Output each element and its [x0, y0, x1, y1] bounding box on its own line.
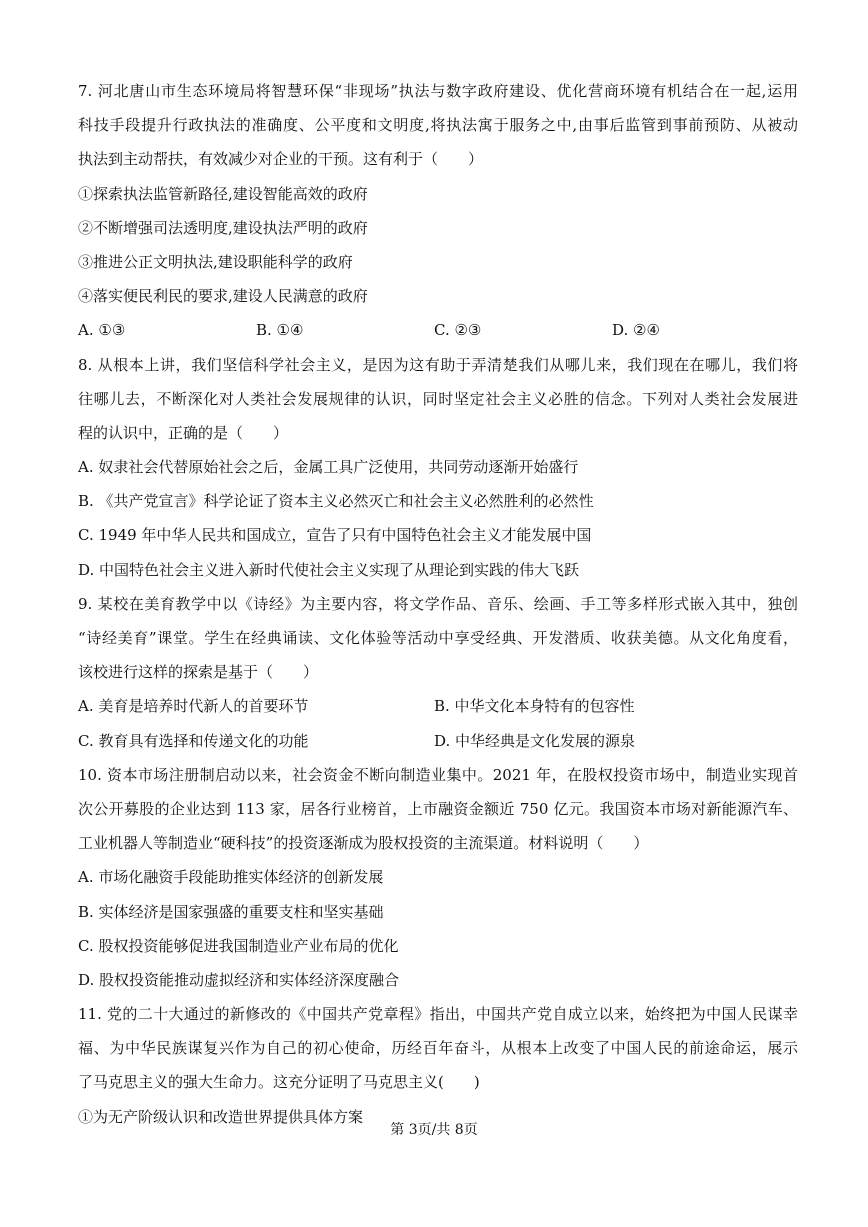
statement-item: ①为无产阶级认识和改造世界提供具体方案 — [78, 1107, 364, 1126]
question-stem-line: 9. 某校在美育教学中以《诗经》为主要内容，将文学作品、音乐、绘画、手工等多样形式嵌入其中，独创 — [78, 594, 798, 613]
question-stem-line: 该校进行这样的探索是基于（ ） — [78, 663, 319, 682]
option-a: A. 奴隶社会代替原始社会之后，金属工具广泛使用，共同劳动逐渐开始盛行 — [78, 458, 579, 477]
option-c: C. 教育具有选择和传递文化的功能 — [78, 731, 309, 750]
question-stem-line: 次公开募股的企业达到 113 家，居各行业榜首，上市融资金额近 750 亿元。我国资本市场对新能源汽车、 — [78, 799, 798, 818]
option-d: D. 中华经典是文化发展的源泉 — [434, 731, 636, 750]
answer-options — [78, 313, 798, 347]
statement-item: ②不断增强司法透明度,建设执法严明的政府 — [78, 218, 368, 237]
question-9 — [78, 587, 798, 758]
question-stem-line: “诗经美育”课堂。学生在经典诵读、文化体验等活动中享受经典、开发潜质、收获美德。从文化角度看， — [78, 629, 798, 647]
question-7 — [78, 74, 798, 348]
option-c: C. 股权投资能够促进我国制造业产业布局的优化 — [78, 936, 399, 955]
question-stem-line: 福、为中华民族谋复兴作为自己的初心使命，历经百年奋斗，从根本上改变了中国人民的前途命运，展示 — [78, 1039, 798, 1058]
question-stem-line: 工业机器人等制造业“硬科技”的投资逐渐成为股权投资的主流渠道。材料说明（ ） — [78, 834, 649, 853]
option-d: D. 中国特色社会主义进入新时代使社会主义实现了从理论到实践的伟大飞跃 — [78, 560, 580, 579]
option-c: C. ②③ — [434, 321, 482, 340]
option-a: A. ①③ — [78, 321, 126, 340]
question-stem-line: 科技手段提升行政执法的准确度、公平度和文明度,将执法寓于服务之中,由事后监管到事前预防、从被动 — [78, 116, 798, 135]
question-stem-line: 8. 从根本上讲，我们坚信科学社会主义，是因为这有助于弄清楚我们从哪儿来，我们现在在哪儿，我们将 — [78, 355, 798, 374]
option-b: B. ①④ — [256, 321, 304, 340]
question-stem-line: 了马克思主义的强大生命力。这充分证明了马克思主义( ) — [78, 1073, 480, 1092]
option-a: A. 美育是培养时代新人的首要环节 — [78, 697, 309, 716]
statement-item: ③推进公正文明执法,建设职能科学的政府 — [78, 252, 353, 271]
question-stem-line: 11. 党的二十大通过的新修改的《中国共产党章程》指出，中国共产党自成立以来，始终把为中国人民谋幸 — [78, 1005, 798, 1024]
option-b: B. 中华文化本身特有的包容性 — [434, 697, 635, 716]
question-stem-line: 程的认识中，正确的是（ ） — [78, 423, 289, 442]
question-10 — [78, 758, 798, 997]
answer-options-row — [78, 724, 798, 758]
question-stem-line: 7. 河北唐山市生态环境局将智慧环保“非现场”执法与数字政府建设、优化营商环境有机结合在一起,运用 — [78, 82, 798, 100]
question-stem-line: 10. 资本市场注册制启动以来，社会资金不断向制造业集中。2021 年，在股权投资市场中，制造业实现首 — [78, 765, 798, 784]
question-stem-line: 执法到主动帮扶，有效减少对企业的干预。这有利于（ ） — [78, 150, 484, 169]
question-11 — [78, 997, 798, 1134]
statement-item: ①探索执法监管新路径,建设智能高效的政府 — [78, 184, 368, 203]
answer-options-row — [78, 689, 798, 723]
option-d: D. 股权投资能推动虚拟经济和实体经济深度融合 — [78, 970, 400, 989]
option-c: C. 1949 年中华人民共和国成立，宣告了只有中国特色社会主义才能发展中国 — [78, 526, 592, 545]
question-stem-line: 往哪儿去，不断深化对人类社会发展规律的认识，同时坚定社会主义必胜的信念。下列对人类社会发展进 — [78, 389, 798, 408]
option-d: D. ②④ — [612, 321, 660, 340]
option-b: B. 实体经济是国家强盛的重要支柱和坚实基础 — [78, 902, 384, 921]
page-content — [78, 74, 798, 1134]
page-number-footer: 第 3页/共 8页 — [390, 1122, 478, 1138]
option-a: A. 市场化融资手段能助推实体经济的创新发展 — [78, 868, 384, 887]
option-b: B. 《共产党宣言》科学论证了资本主义必然灭亡和社会主义必然胜利的必然性 — [78, 492, 594, 511]
statement-item: ④落实便民利民的要求,建设人民满意的政府 — [78, 287, 368, 306]
question-8 — [78, 348, 798, 587]
